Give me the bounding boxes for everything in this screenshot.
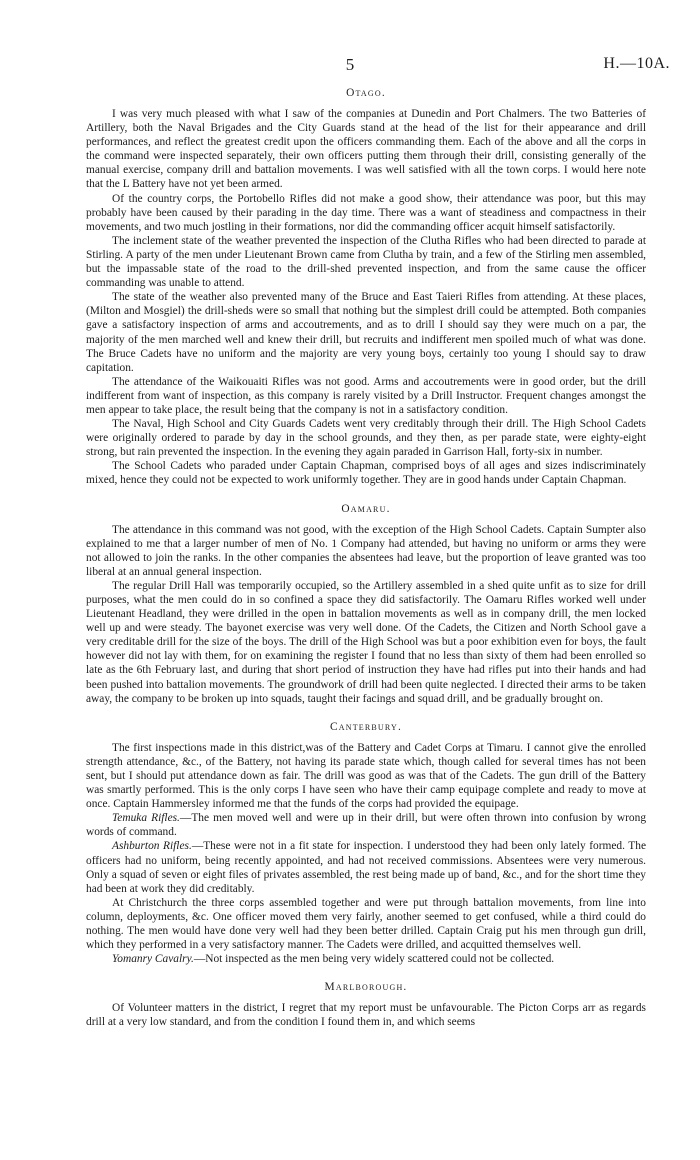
paragraph: The Naval, High School and City Guards Cadets went very creditably through their drill. The High School Cadets were originally ordered to parade by day in the school grounds, and they then, as per parade state, were eighty-eight strong, but rain prevented the inspection. In the evening they again paraded in Garrison Hall, forty-six in number. [86,418,646,459]
paragraph: The inclement state of the weather prevented the inspection of the Clutha Rifles who had been directed to parade at Stirling. A party of the men under Lieutenant Brown came from Clutha by train, and a few of the Stirling men assembled, but the impassable state of the road to the drill-shed prevented inspection, and from the same cause the officer commanding was unable to attend. [86,234,646,290]
section-heading-canterbury: Canterbury. [329,720,403,733]
paragraph: The School Cadets who paraded under Captain Chapman, comprised boys of all ages and sizes indiscriminately mixed, hence they could not be expected to work uniformly together. They are in good hands under Captain Chapman. [86,460,646,487]
paragraph: The first inspections made in this district,was of the Battery and Cadet Corps at Timaru. I cannot give the enrolled strength attendance, &c., of the Battery, not having its parade state which, though called for several times has not been sent, but I should put attendance down as fair. The drill was good as was that of the Cadets. The gun drill of the Battery was smartly performed. This is the only corps I have seen who have their camp equipage complete and ready to move at once. Captain Hammersley informed me that the funds of the corps had provided the equipage. [86,741,646,811]
corps-name-italic: Yomanry Cavalry. [112,953,194,966]
paragraph: The attendance in this command was not good, with the exception of the High School Cadets. Captain Sumpter also explained to me that a larger number of men of No. 1 Company had attended, but having no uniform or arms they were not allowed to join the ranks. In the other companies the absentees had leave, but the proportion of leave granted was too liberal at an annual general inspection. [86,523,646,578]
paragraph-text: —These were not in a fit state for inspection. I understood they had been only lately formed. The officers had no uniform, being recently appointed, and had not received commissions. Absentees were very numerous. Only a squad of seven or eight files of privates assembled, the rest being made up of band, &c., and for the short time they had been at work they did creditably. [86,840,647,895]
document-body [86,86,646,1029]
paragraph: At Christchurch the three corps assembled together and were put through battalion movements, from line into column, deployments, &c. One officer moved them very fairly, another seemed to get confused, while a third could do nothing. The men would have done very well had they been better drilled. Captain Craig put his men through gun drill, which they performed in a very satisfactory manner. The Cadets were drilled, and acquitted themselves well. [86,896,646,952]
paragraph: Of Volunteer matters in the district, I regret that my report must be unfavourable. The Picton Corps arr as regards drill at a very low standard, and from the condition I found them in, and which seems [86,1002,646,1029]
section-heading-marlborough: Marlborough. [324,981,408,994]
paragraph: The state of the weather also prevented many of the Bruce and East Taieri Rifles from attending. At these places, (Milton and Mosgiel) the drill-sheds were so small that nothing but the simplest drill could be attempted. Both companies gave a satisfactory inspection of arms and accoutrements, and as to drill I should say they were much on a par, the majority of the men marched well and knew their drill, but recruits and indifferent men spoiled much of what was done. The Bruce Cadets have no uniform and the majority are very young boys, certainly too young I should say to draw capitation. [86,291,646,374]
paragraph-temuka-rifles [86,811,646,839]
paragraph: I was very much pleased with what I saw of the companies at Dunedin and Port Chalmers. The two Batteries of Artillery, both the Naval Brigades and the City Guards stand at the head of the list for their appearance and drill performances, and reflect the greatest credit upon the officers commanding them. Each of the above and all the corps in the command were inspected separately, their own officers putting them through their drill, consisting generally of the manual exercise, company drill and battalion movements. I was well satisfied with all the town corps. I would here note that the L Battery have not yet been armed. [86,108,646,191]
paragraph-yeomanry-cavalry [86,952,646,966]
paragraph-text: —The men moved well and were up in their drill, but were often thrown into confusion by wrong words of command. [86,812,647,839]
page-number: 5 [345,55,355,74]
paragraph: The attendance of the Waikouaiti Rifles was not good. Arms and accoutrements were in good order, but the drill indifferent from want of inspection, as this company is rarely visited by a Drill Instructor. Frequent changes amongst the men appear to take place, the result being that the company is not in a satisfactory condition. [86,375,646,416]
paragraph-ashburton-rifles [86,839,646,895]
section-heading-oamaru: Oamaru. [341,502,391,515]
corps-name-italic: Temuka Rifles. [112,812,180,825]
corps-name-italic: Ashburton Rifles. [112,840,192,853]
paragraph: The regular Drill Hall was temporarily occupied, so the Artillery assembled in a shed quite unfit as to size for drill purposes, what the men could do in so confined a space they did satisfactorily. The Oamaru Rifles worked well under Lieutenant Headland, they were drilled in the open in battalion movements as well as in company drill, the men locked well up and were steady. The bayonet exercise was very well done. Of the Cadets, the Citizen and North School gave a very creditable drill for the size of the boys. The drill of the High School was but a poor exhibition even for boys, the fault however did not lay with them, for on examining the register I found that no less than sixty of them had been enrolled so late as the 6th February last, and during that short period of instruction they have had rifles put into their hands and had been pushed into battalion movements. The groundwork of drill had been quite neglected. I directed their arms to be taken away, the company to be broken up into squads, taught their facings and squad drill, and be gradually brought on. [86,579,646,705]
paragraph-text: —Not inspected as the men being very widely scattered could not be collected. [193,953,555,966]
paragraph: Of the country corps, the Portobello Rifles did not make a good show, their attendance was poor, but this may probably have been caused by their parading in the day time. There was a want of steadiness and compactness in their movements, and two much jostling in their formations, nor did the commanding officer acquit himself satisfactorily. [86,192,646,233]
document-reference: H.—10A. [603,55,670,72]
section-heading-otago: Otago. [346,87,386,99]
